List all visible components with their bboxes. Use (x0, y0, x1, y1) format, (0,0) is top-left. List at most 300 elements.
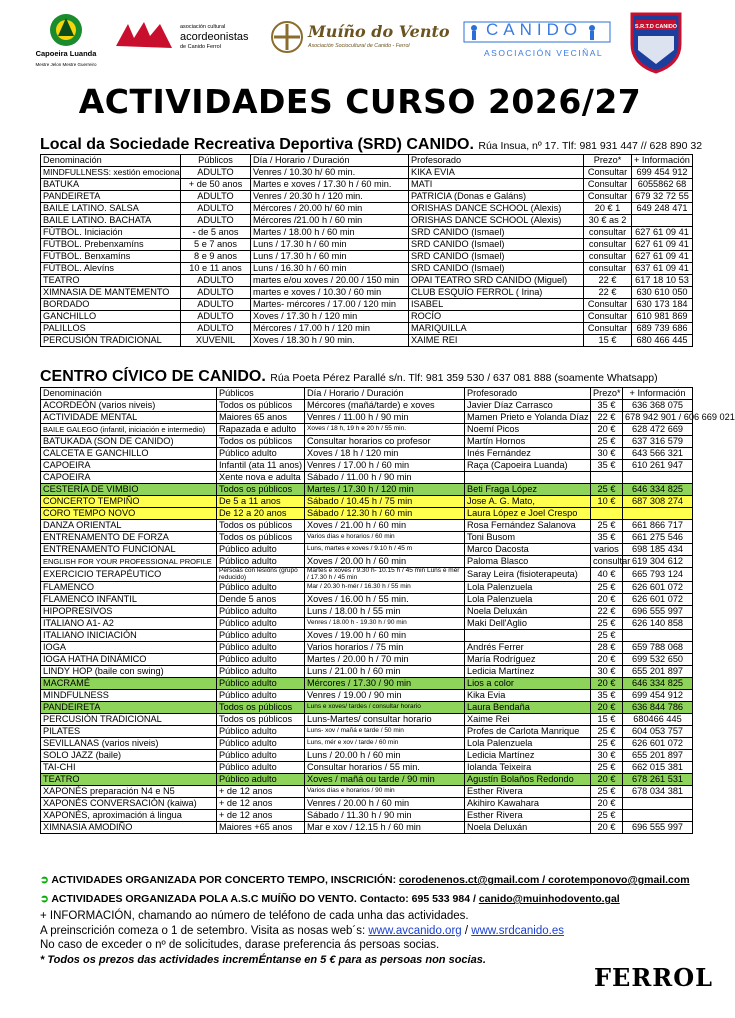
cell-profesorado: Laura López e Joel Crespo (465, 508, 591, 520)
info-line-2-text: A preinscrición comeza o 1 de setembro. Visita as nosas web´s: (40, 924, 366, 937)
cell-informacion: 659 788 068 (623, 642, 693, 654)
cell-prezo: 25 € (591, 810, 623, 822)
cell-horario: Sábado / 10.45 h / 75 min (305, 496, 465, 508)
cell-horario: Sábado / 11.30 h / 90 min (305, 810, 465, 822)
cell-publicos: Público adulto (217, 774, 305, 786)
info-line-4: * Todos os prezos das actividades incremÉntanse en 5 € para as persoas non socias. (40, 953, 486, 966)
cell-horario: Luns e xoves/ tardes / consultar horario (305, 702, 465, 714)
cell-publicos: Público adulto (217, 448, 305, 460)
cell-denominacion: FLAMENCO (41, 582, 217, 594)
cell-publicos: ADULTO (181, 167, 251, 179)
cell-prezo: 30 € (591, 448, 623, 460)
arrow-icon: ➲ (40, 893, 49, 905)
cell-publicos: Público adulto (217, 606, 305, 618)
notice-muino-do-vento (40, 893, 692, 905)
cell-prezo: 25 € (591, 582, 623, 594)
table-row (41, 532, 693, 544)
cell-publicos: ADULTO (181, 203, 251, 215)
cell-publicos: Rapazada e adulto (217, 424, 305, 436)
cell-publicos: + de 50 anos (181, 179, 251, 191)
cell-profesorado: Andrés Ferrer (465, 642, 591, 654)
table-row (41, 263, 693, 275)
cell-profesorado: Lola Palenzuela (465, 582, 591, 594)
cell-denominacion: BAILE GALEGO (infantil, iniciación e intermedio) (41, 424, 217, 436)
cell-prezo: 20 € (591, 774, 623, 786)
cell-horario: Mércores (mañá/tarde) e xoves (305, 400, 465, 412)
cell-prezo: 20 € (591, 594, 623, 606)
cell-informacion: 661 275 546 (623, 532, 693, 544)
cell-horario: Luns, martes e xoves / 9.10 h / 45 m (305, 544, 465, 556)
cell-informacion: 626 601 072 (623, 738, 693, 750)
cell-publicos: ADULTO (181, 215, 251, 227)
cell-denominacion: BAILE LATINO. SALSA (41, 203, 181, 215)
table-row (41, 594, 693, 606)
cell-publicos: Público adulto (217, 666, 305, 678)
acord-sub: de Canido Ferrol (180, 44, 221, 50)
shield-text: S.R.T.D CANIDO (634, 24, 678, 30)
cell-prezo: 28 € (591, 642, 623, 654)
cell-horario: Xoves / 18 h, 19 h e 20 h / 55 min. (305, 424, 465, 436)
header-prezo: Prezo* (591, 388, 623, 400)
table-row (41, 810, 693, 822)
cell-prezo: 25 € (591, 738, 623, 750)
cell-informacion: 619 304 612 (623, 556, 693, 568)
cell-profesorado: Lola Palenzuela (465, 594, 591, 606)
cell-informacion: 627 61 09 41 (632, 251, 693, 263)
cell-denominacion: HIPOPRESIVOS (41, 606, 217, 618)
table-row (41, 582, 693, 594)
cell-publicos: ADULTO (181, 299, 251, 311)
cell-publicos: Persoas con lesións (grupo reducido) (217, 568, 305, 582)
cell-informacion: 643 566 321 (623, 448, 693, 460)
cell-denominacion: ITALIANO INICIACIÓN (41, 630, 217, 642)
table-row (41, 556, 693, 568)
capoeira-sub: Mestre Jelon Mestre Guerreiro (35, 62, 97, 67)
cell-horario: Martes / 18.00 h / 60 min (251, 227, 409, 239)
cell-profesorado: Jose A. G. Mato, (465, 496, 591, 508)
table-row (41, 642, 693, 654)
table-row (41, 311, 693, 323)
cell-profesorado: Raça (Capoeira Luanda) (465, 460, 591, 472)
table-row (41, 726, 693, 738)
header-publicos: Públicos (181, 155, 251, 167)
cell-prezo (591, 472, 623, 484)
cell-profesorado: Laura Bendaña (465, 702, 591, 714)
cell-prezo: Consultar (584, 323, 632, 335)
cell-profesorado (465, 472, 591, 484)
cell-denominacion: MINDFULLNESS: xestión emocional (41, 167, 181, 179)
cell-prezo: 20 € (591, 424, 623, 436)
cell-prezo: 25 € (591, 436, 623, 448)
cell-profesorado: Rosa Fernández Salanova (465, 520, 591, 532)
notice-email-link[interactable]: corodenenos.ct@gmail.com / corotemponovo@gmail.com (399, 874, 690, 886)
cell-publicos: Público adulto (217, 582, 305, 594)
link-separator: / (464, 924, 469, 937)
cell-horario: Venres / 19.00 / 90 min (305, 690, 465, 702)
section2-heading (40, 368, 658, 386)
muino-do-vento-logo (270, 10, 450, 60)
cell-profesorado (465, 630, 591, 642)
cell-publicos: Xente nova e adulta (217, 472, 305, 484)
table-row (41, 568, 693, 582)
cell-prezo: 40 € (591, 568, 623, 582)
cell-profesorado: KIKA EVIA (409, 167, 584, 179)
cell-informacion (623, 472, 693, 484)
cell-publicos: Maiores +65 anos (217, 822, 305, 834)
cell-informacion: 689 739 686 (632, 323, 693, 335)
cell-informacion: 637 61 09 41 (632, 263, 693, 275)
cell-profesorado: Maki Dell'Aglio (465, 618, 591, 630)
cell-informacion (623, 630, 693, 642)
srdcanido-link[interactable]: www.srdcanido.es (471, 924, 564, 937)
cell-horario: Martes- mércores / 17.00 / 120 min (251, 299, 409, 311)
cell-profesorado: Xaime Rei (465, 714, 591, 726)
cell-profesorado: Esther Rivera (465, 810, 591, 822)
cell-denominacion: SOLO JAZZ (baile) (41, 750, 217, 762)
cell-prezo: 25 € (591, 630, 623, 642)
table-row (41, 179, 693, 191)
cell-publicos: Todos os públicos (217, 520, 305, 532)
cell-prezo: Consultar (584, 179, 632, 191)
cell-publicos: Público adulto (217, 690, 305, 702)
cell-denominacion: FÚTBOL. Prebenxamíns (41, 239, 181, 251)
cell-profesorado: Esther Rivera (465, 786, 591, 798)
cell-denominacion: FÚTBOL. Alevíns (41, 263, 181, 275)
table-row (41, 630, 693, 642)
cell-prezo (591, 508, 623, 520)
cell-profesorado: XAIME REI (409, 335, 584, 347)
cell-denominacion: MACRAMÉ (41, 678, 217, 690)
arrow-icon: ➲ (40, 874, 49, 886)
cell-prezo: consultar (584, 227, 632, 239)
cell-publicos: - de 5 anos (181, 227, 251, 239)
table-row (41, 618, 693, 630)
cell-publicos: ADULTO (181, 275, 251, 287)
cell-publicos: De 5 a 11 anos (217, 496, 305, 508)
cell-horario: Mércores / 20.00 h/ 60 min (251, 203, 409, 215)
cell-informacion: 678 261 531 (623, 774, 693, 786)
cell-publicos: ADULTO (181, 191, 251, 203)
cell-horario: Luns-Martes/ consultar horario (305, 714, 465, 726)
cell-horario: Luns, mér e xov / tarde / 60 min (305, 738, 465, 750)
cell-informacion: 687 308 274 (623, 496, 693, 508)
cell-publicos: ADULTO (181, 323, 251, 335)
header-denominacion: Denominación (41, 155, 181, 167)
cell-denominacion: ENGLISH FOR YOUR PROFESSIONAL PROFILE (41, 556, 217, 568)
cell-denominacion: LINDY HOP (baile con swing) (41, 666, 217, 678)
header-publicos: Públicos (217, 388, 305, 400)
cell-publicos: ADULTO (181, 287, 251, 299)
cell-denominacion: FÚTBOL. Benxamíns (41, 251, 181, 263)
cell-denominacion: XAPONÉS CONVERSACIÓN (kaiwa) (41, 798, 217, 810)
section1-table (40, 154, 693, 347)
info-line-2 (40, 924, 564, 939)
cell-horario: Luns / 16.30 h / 60 min (251, 263, 409, 275)
cell-horario: Martes / 20.00 h / 70 min (305, 654, 465, 666)
cell-profesorado: Toni Busom (465, 532, 591, 544)
cell-informacion: 680466 445 (623, 714, 693, 726)
cell-prezo: 20 € 1 (584, 203, 632, 215)
section2-title: CENTRO CÍVICO DE CANIDO. (40, 368, 266, 385)
cell-informacion: 696 555 997 (623, 822, 693, 834)
cell-prezo: 22 € (584, 287, 632, 299)
accordion-icon (114, 18, 174, 52)
cell-denominacion: PERCUSIÓN TRADICIONAL (41, 335, 181, 347)
cell-profesorado: Ledicia Martínez (465, 750, 591, 762)
cell-informacion: 610 981 869 (632, 311, 693, 323)
cell-denominacion: IOGA HATHA DINÁMICO (41, 654, 217, 666)
cell-informacion: 636 844 786 (623, 702, 693, 714)
cell-publicos: Todos os públicos (217, 484, 305, 496)
cell-informacion: 627 61 09 41 (632, 239, 693, 251)
cell-profesorado: ORISHAS DANCE SCHOOL (Alexis) (409, 215, 584, 227)
section2-table (40, 387, 735, 834)
avcanido-link[interactable]: www.avcanido.org (368, 924, 462, 937)
notice-text: ACTIVIDADES ORGANIZADA POLA A.S.C MUÍÑO DO VENTO. Contacto: 695 533 984 / (51, 893, 476, 905)
cell-profesorado: Beti Fraga López (465, 484, 591, 496)
cell-horario: Venres / 10.30 h/ 60 min. (251, 167, 409, 179)
cell-informacion: 636 368 075 (623, 400, 693, 412)
cell-prezo: 20 € (591, 678, 623, 690)
header-profesorado: Profesorado (409, 155, 584, 167)
table-row (41, 412, 693, 424)
cell-denominacion: FÚTBOL. Iniciación (41, 227, 181, 239)
cell-prezo: 20 € (591, 702, 623, 714)
table-row (41, 822, 693, 834)
cell-horario: Luns / 20.00 h / 60 min (305, 750, 465, 762)
cell-prezo: 35 € (591, 690, 623, 702)
cell-denominacion: IOGA (41, 642, 217, 654)
table-row (41, 798, 693, 810)
cell-publicos: + de 12 anos (217, 798, 305, 810)
cell-informacion: 655 201 897 (623, 750, 693, 762)
cell-horario: Xoves / 20.00 h / 60 min (305, 556, 465, 568)
section2-address: Rúa Poeta Pérez Parallé s/n. Tlf: 981 359 530 / 637 081 888 (soamente Whatsapp) (270, 372, 658, 384)
cell-publicos: Público adulto (217, 738, 305, 750)
cell-prezo: 20 € (591, 654, 623, 666)
cell-informacion (632, 215, 693, 227)
cell-denominacion: XIMNASIA AMODIÑO (41, 822, 217, 834)
muino-sub: Asociación Sociocultural de Canido - Ferrol (308, 43, 410, 49)
table-row (41, 544, 693, 556)
notice-concerto-tempo (40, 874, 692, 886)
ferrol-logo (594, 963, 713, 992)
cell-publicos: Público adulto (217, 654, 305, 666)
cell-informacion: 610 261 947 (623, 460, 693, 472)
cell-informacion: 665 793 124 (623, 568, 693, 582)
capoeira-title: Capoeira Luanda (35, 49, 97, 58)
cell-denominacion: ACORDEÓN (varios niveis) (41, 400, 217, 412)
cell-prezo: 30 € (591, 666, 623, 678)
table-row (41, 774, 693, 786)
cell-horario: Mar / 20.30 h-mér / 16.30 h / 55 min (305, 582, 465, 594)
cell-informacion: 678 942 901 / 606 669 021 (623, 412, 693, 424)
cell-prezo: consultar (584, 263, 632, 275)
cell-denominacion: GANCHILLO (41, 311, 181, 323)
cell-profesorado: SRD CANIDO (Ismael) (409, 227, 584, 239)
cell-profesorado: SRD CANIDO (Ismael) (409, 239, 584, 251)
header-horario: Día / Horario / Duración (305, 388, 465, 400)
cell-denominacion: EXERCICIO TERAPÉUTICO (41, 568, 217, 582)
capoeira-luanda-logo (36, 10, 96, 76)
section1-heading (40, 136, 702, 154)
cell-prezo: Consultar (584, 299, 632, 311)
srtd-canido-shield-logo (628, 10, 684, 74)
cell-informacion: 626 601 072 (623, 594, 693, 606)
cell-prezo: 22 € (591, 606, 623, 618)
cell-profesorado: Iolanda Teixeira (465, 762, 591, 774)
cell-prezo: 25 € (591, 618, 623, 630)
cell-publicos: Público adulto (217, 726, 305, 738)
cell-prezo: 25 € (591, 762, 623, 774)
cell-prezo: 25 € (591, 786, 623, 798)
section1-address: Rúa Insua, nº 17. Tlf: 981 931 447 // 628 890 32 (478, 140, 703, 152)
cell-publicos: ADULTO (181, 311, 251, 323)
cell-prezo: 25 € (591, 484, 623, 496)
cell-denominacion: ACTIVIDADE MENTAL (41, 412, 217, 424)
windmill-icon (270, 20, 304, 54)
cell-publicos: XUVENIL (181, 335, 251, 347)
cell-horario: Venres / 20.00 h / 60 min (305, 798, 465, 810)
cell-prezo: 10 € (591, 496, 623, 508)
cell-horario: Venres / 11.00 h / 90 min (305, 412, 465, 424)
cell-horario: Xoves / 17.30 h / 120 min (251, 311, 409, 323)
canido-name: CANIDO (486, 20, 583, 39)
cell-prezo: 22 € (591, 412, 623, 424)
cell-prezo: consultar (591, 556, 623, 568)
cell-denominacion: XAPONÉS preparación N4 e N5 (41, 786, 217, 798)
cell-publicos: Público adulto (217, 618, 305, 630)
notice-email-link[interactable]: canido@muinhodovento.gal (478, 893, 620, 905)
cell-publicos: + de 12 anos (217, 786, 305, 798)
cell-informacion: 646 334 825 (623, 678, 693, 690)
header-horario: Día / Horario / Duración (251, 155, 409, 167)
table-row (41, 762, 693, 774)
ferrol-text: FERROL (594, 963, 714, 992)
cell-publicos: 10 e 11 anos (181, 263, 251, 275)
cell-prezo: 30 € (591, 750, 623, 762)
cell-profesorado: Noela Deluxán (465, 822, 591, 834)
cell-informacion: 646 334 825 (623, 484, 693, 496)
cell-publicos: 8 e 9 anos (181, 251, 251, 263)
table-row (41, 738, 693, 750)
cell-denominacion: FLAMENCO INFANTIL (41, 594, 217, 606)
cell-publicos: 5 e 7 anos (181, 239, 251, 251)
info-line-1: + INFORMACIÓN, chamando ao número de teléfono de cada unha das actividades. (40, 910, 469, 922)
cell-denominacion: ENTRENAMENTO FUNCIONAL (41, 544, 217, 556)
cell-prezo: Consultar (584, 191, 632, 203)
cell-horario: Luns- xov / mañá e tarde / 50 min (305, 726, 465, 738)
cell-informacion (623, 810, 693, 822)
cell-publicos: Dende 5 anos (217, 594, 305, 606)
cell-profesorado: Marco Dacosta (465, 544, 591, 556)
cell-horario: Mar e xov / 12.15 h / 60 min (305, 822, 465, 834)
cell-publicos: Público adulto (217, 630, 305, 642)
cell-denominacion: TEATRO (41, 275, 181, 287)
table-row (41, 786, 693, 798)
cell-prezo: 25 € (591, 726, 623, 738)
table-row (41, 239, 693, 251)
cell-prezo: consultar (584, 251, 632, 263)
info-line-3: No caso de exceder o nº de solicitudes, darase preferencia ás persoas socias. (40, 939, 440, 951)
cell-denominacion: XIMNASIA DE MANTEMENTO (41, 287, 181, 299)
cell-profesorado: Paloma Blasco (465, 556, 591, 568)
table-row (41, 299, 693, 311)
cell-profesorado: Kika Evia (465, 690, 591, 702)
cell-publicos: Todos os públicos (217, 714, 305, 726)
table-row (41, 323, 693, 335)
cell-profesorado: ORISHAS DANCE SCHOOL (Alexis) (409, 203, 584, 215)
cell-publicos: Infantil (ata 11 anos) (217, 460, 305, 472)
cell-denominacion: XAPONÉS, aproximación á lingua (41, 810, 217, 822)
table-row (41, 400, 693, 412)
table-row (41, 508, 693, 520)
table-row (41, 750, 693, 762)
cell-horario: Venres / 18.00 h - 19.30 h / 90 min (305, 618, 465, 630)
cell-prezo: 25 € (591, 520, 623, 532)
info-block (40, 909, 564, 967)
cell-horario: Mércores /21.00 h / 60 min (251, 215, 409, 227)
cell-publicos: + de 12 anos (217, 810, 305, 822)
cell-denominacion: BORDADO (41, 299, 181, 311)
table-row (41, 275, 693, 287)
table-row (41, 678, 693, 690)
cell-publicos: Todos os públicos (217, 532, 305, 544)
cell-denominacion: PANDEIRETA (41, 191, 181, 203)
cell-profesorado: Lios a color (465, 678, 591, 690)
cell-denominacion: ITALIANO A1- A2 (41, 618, 217, 630)
cell-horario: Xoves / mañá ou tarde / 90 min (305, 774, 465, 786)
table-row (41, 227, 693, 239)
cell-denominacion: CALCETA E GANCHILLO (41, 448, 217, 460)
cell-informacion: 637 316 579 (623, 436, 693, 448)
cell-profesorado: Noemí Picos (465, 424, 591, 436)
table-row (41, 654, 693, 666)
asociacion-vecinal-canido-logo (462, 10, 612, 64)
cell-profesorado: Agustín Bolaños Redondo (465, 774, 591, 786)
table-row (41, 251, 693, 263)
cell-horario: Luns / 18.00 h / 55 min (305, 606, 465, 618)
cell-informacion: 679 32 72 55 (632, 191, 693, 203)
cell-profesorado: Javier Díaz Carrasco (465, 400, 591, 412)
cell-denominacion: TAI-CHI (41, 762, 217, 774)
cell-publicos: De 12 a 20 anos (217, 508, 305, 520)
cell-prezo: Consultar (584, 167, 632, 179)
header-informacion: + Información (632, 155, 693, 167)
cell-profesorado: Inés Fernández (465, 448, 591, 460)
cell-horario: Martes e xoves / 17.30 h / 60 min. (251, 179, 409, 191)
cell-horario: Xoves / 19.00 h / 60 min (305, 630, 465, 642)
cell-informacion: 649 248 471 (632, 203, 693, 215)
cell-horario: Sábado / 12.30 h / 60 min (305, 508, 465, 520)
cell-horario: Venres / 20.30 h / 120 min. (251, 191, 409, 203)
cell-profesorado: María Rodríguez (465, 654, 591, 666)
header-prezo: Prezo* (584, 155, 632, 167)
cell-profesorado: MATI (409, 179, 584, 191)
cell-profesorado: Noela Deluxán (465, 606, 591, 618)
acordeonistas-logo (114, 10, 274, 60)
cell-prezo: 35 € (591, 532, 623, 544)
cell-horario: Xoves / 21.00 h / 60 min (305, 520, 465, 532)
table-row (41, 666, 693, 678)
cell-informacion: 680 466 445 (632, 335, 693, 347)
cell-informacion: 626 140 858 (623, 618, 693, 630)
table-row (41, 690, 693, 702)
cell-publicos: Todos os públicos (217, 400, 305, 412)
cell-profesorado: SRD CANIDO (Ismael) (409, 251, 584, 263)
cell-horario: martes e xoves / 10.30 / 60 min (251, 287, 409, 299)
cell-informacion: 678 034 381 (623, 786, 693, 798)
